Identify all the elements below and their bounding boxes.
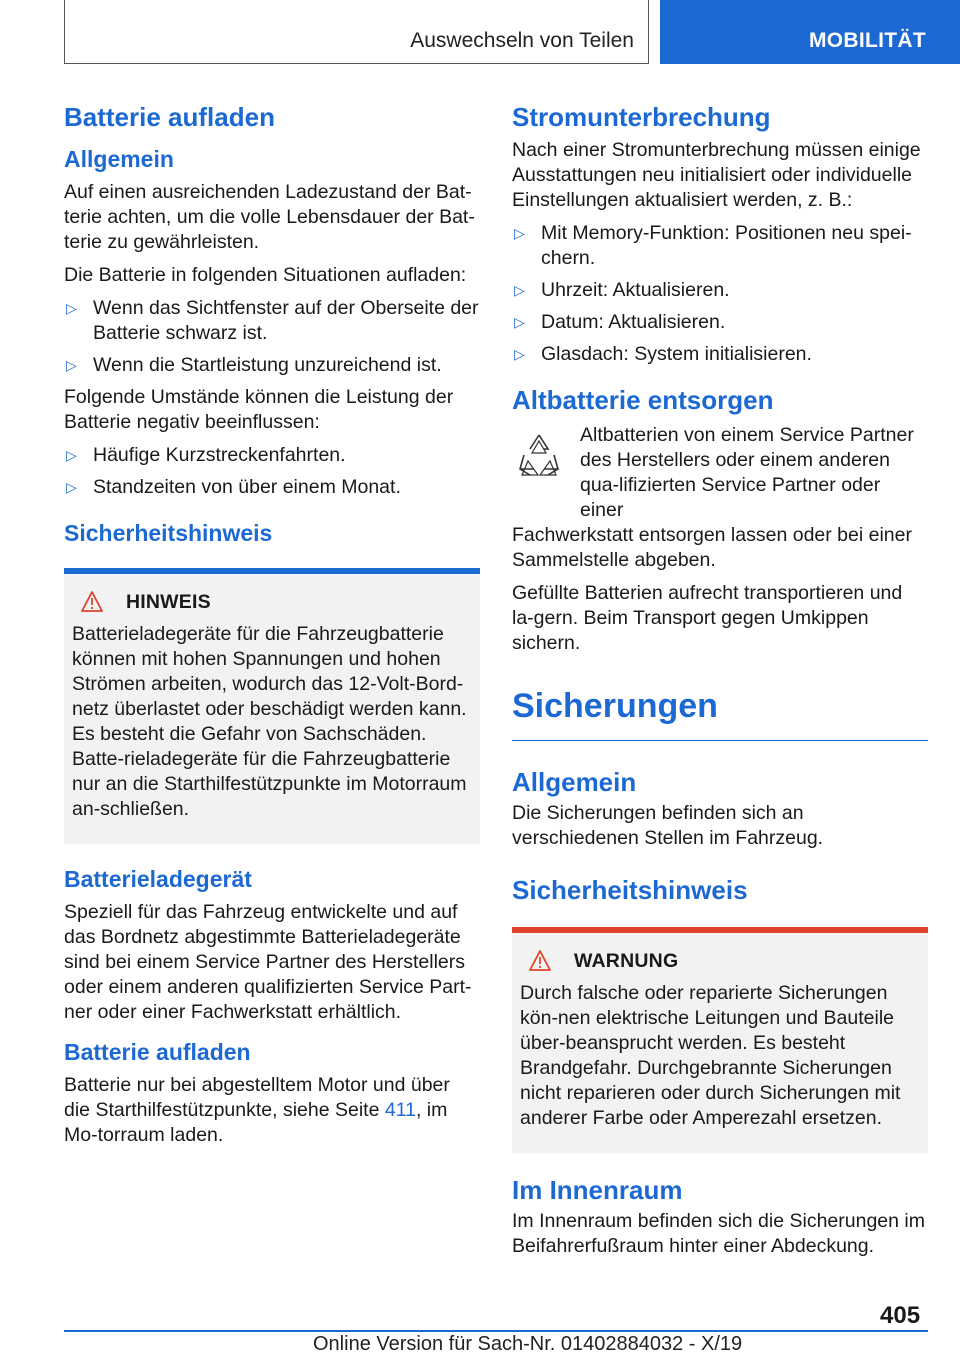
page-link[interactable]: 411 — [384, 1099, 416, 1121]
paragraph-umstaende: Folgende Umstände können die Leistung der Batterie negativ beeinflussen: — [64, 386, 454, 433]
heading-sicherungen: Sicherungen — [512, 684, 928, 741]
triangle-bullet-icon: ▷ — [66, 479, 77, 495]
warning-triangle-icon — [528, 949, 568, 973]
triangle-bullet-icon: ▷ — [66, 447, 77, 463]
warning-triangle-icon — [80, 590, 120, 614]
paragraph-altbatterie-2: Fachwerkstatt entsorgen lassen oder bei einer Sammelstelle abgeben. — [512, 524, 912, 571]
list-stromunterbrechung — [512, 221, 928, 367]
list-item: ▷ Mit Memory-Funktion: Positionen neu spei-chern. — [514, 222, 912, 269]
warning-box — [512, 927, 928, 1153]
paragraph-sicherungen: Die Sicherungen befinden sich an verschiedenen Stellen im Fahrzeug. — [512, 802, 824, 849]
triangle-bullet-icon: ▷ — [514, 314, 525, 330]
warning-title: WARNUNG — [574, 949, 679, 972]
heading-sicherheitshinweis: Sicherheitshinweis — [512, 875, 748, 905]
list-item: ▷ Wenn das Sichtfenster auf der Oberseite der Batterie schwarz ist. — [66, 297, 479, 344]
triangle-bullet-icon: ▷ — [514, 346, 525, 362]
paragraph-innenraum: Im Innenraum befinden sich die Sicherungen im Beifahrerfußraum hinter einer Abdeckung. — [512, 1210, 925, 1257]
page-number: 405 — [880, 1302, 921, 1329]
list-umstaende — [64, 443, 480, 500]
paragraph-ladegeraet: Speziell für das Fahrzeug entwickelte und auf das Bordnetz abgestimmte Batterieladegeräte sind bei einem Service Partner des Herstellers oder einem anderen qualifizierten Service Part-ner oder einer Fachwerkstatt erhältlich. — [64, 901, 472, 1023]
list-item: ▷ Glasdach: System initialisieren. — [514, 343, 812, 365]
triangle-bullet-icon: ▷ — [66, 300, 77, 316]
notice-text: Batterieladegeräte für die Fahrzeugbatterie können mit hohen Spannungen und hohen Strömen arbeiten, wodurch das 12-Volt-Bord-netz überlastet oder beschädigt werden kann. Es besteht die Gefahr von Sachschäden. Batte-rieladegeräte für die Fahrzeugbatterie nur an die Starthilfestützpunkte im Motorraum an-schließen. — [72, 623, 467, 820]
list-item: ▷ Standzeiten von über einem Monat. — [66, 476, 401, 498]
triangle-bullet-icon: ▷ — [514, 225, 525, 241]
list-item: ▷ Uhrzeit: Aktualisieren. — [514, 279, 730, 301]
paragraph-stromunterbrechung: Nach einer Stromunterbrechung müssen einige Ausstattungen neu initialisiert oder individuelle Einstellungen aktualisiert werden, z. B.: — [512, 139, 921, 211]
paragraph-situationen: Die Batterie in folgenden Situationen aufladen: — [64, 264, 467, 286]
chapter-tab[interactable] — [660, 0, 960, 64]
right-column — [512, 100, 928, 1267]
list-item: ▷ Häufige Kurzstreckenfahrten. — [66, 444, 346, 466]
triangle-bullet-icon: ▷ — [514, 282, 525, 298]
list-item: ▷ Datum: Aktualisieren. — [514, 311, 726, 333]
paragraph-aufladen: Batterie nur bei abgestelltem Motor und über die Starthilfestützpunkte, siehe Seite 411, im Mo-torraum laden. — [64, 1074, 450, 1146]
list-situationen — [64, 296, 480, 378]
warning-text: Durch falsche oder reparierte Sicherungen kön-nen elektrische Leitungen und Bauteile über-beansprucht werden. Es besteht Brandgefahr. Durchgebrannte Sicherungen nicht reparieren oder durch Sicherungen mit anderer Farbe oder Amperezahl ersetzen. — [520, 982, 901, 1129]
heading-allgemein: Allgemein — [64, 146, 174, 172]
heading-altbatterie: Altbatterie entsorgen — [512, 385, 774, 415]
notice-box — [64, 568, 480, 844]
heading-batterie-aufladen-2: Batterie aufladen — [64, 1039, 251, 1065]
recycle-block — [512, 423, 928, 523]
paragraph-ladezustand: Auf einen ausreichenden Ladezustand der Bat-terie achten, um die volle Lebensdauer der Bat-terie zu gewährleisten. — [64, 181, 475, 253]
heading-innenraum: Im Innenraum — [512, 1175, 683, 1205]
heading-stromunterbrechung: Stromunterbrechung — [512, 102, 771, 132]
list-item: ▷ Wenn die Startleistung unzureichend ist. — [66, 354, 442, 376]
heading-batterie-aufladen: Batterie aufladen — [64, 102, 275, 132]
notice-title: HINWEIS — [126, 590, 211, 613]
section-title: Auswechseln von Teilen — [410, 29, 634, 52]
triangle-bullet-icon: ▷ — [66, 357, 77, 373]
left-column — [64, 100, 480, 1156]
footer-text: Online Version für Sach-Nr. 01402884032 - X/19 — [313, 1333, 743, 1355]
heading-allgemein: Allgemein — [512, 767, 637, 797]
footer-divider — [64, 1330, 928, 1332]
header-section-box — [64, 0, 649, 64]
paragraph-altbatterie-3: Gefüllte Batterien aufrecht transportieren und la-gern. Beim Transport gegen Umkippen sichern. — [512, 582, 903, 654]
paragraph-altbatterie: Altbatterien von einem Service Partner des Herstellers oder einem anderen qua-lifizierten Service Partner oder einer — [580, 424, 914, 521]
heading-sicherheitshinweis: Sicherheitshinweis — [64, 520, 273, 546]
chapter-title: MOBILITÄT — [808, 29, 926, 52]
heading-batterieladegeraet: Batterieladegerät — [64, 866, 252, 892]
recycle-icon — [514, 429, 564, 485]
